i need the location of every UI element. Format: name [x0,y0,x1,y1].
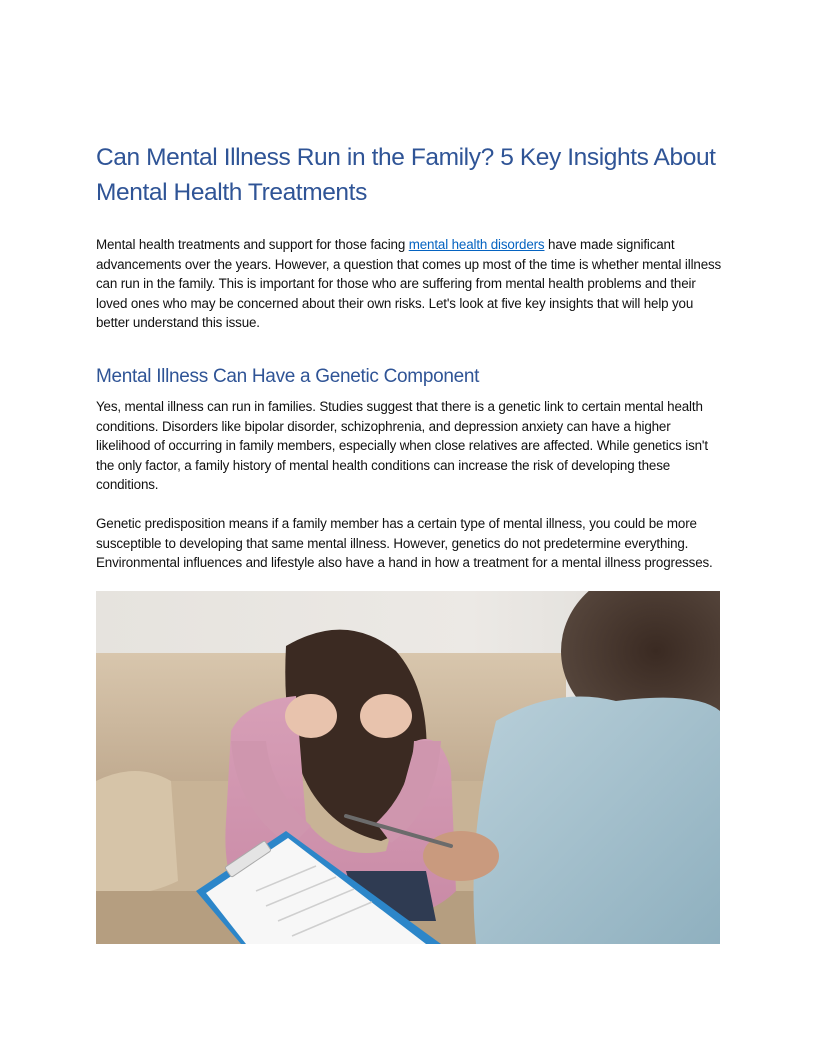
intro-text-start: Mental health treatments and support for those facing [96,237,409,252]
section-heading-genetic-component: Mental Illness Can Have a Genetic Component [96,366,480,387]
section-paragraph-2: Genetic predisposition means if a family member has a certain type of mental illness, you could be more susceptible to developing that same mental illness. However, genetics do not predetermine everything. Environmental influences and lifestyle also have a hand in how a treatment for a mental illness progresses. [96,516,713,570]
article-title: Can Mental Illness Run in the Family? 5 Key Insights About Mental Health Treatments [96,144,716,206]
therapy-session-photo [96,591,720,944]
intro-text-end: have made significant advancements over the years. However, a question that comes up most of the time is whether mental illness can run in the family. This is important for those who are suffering from mental health problems and their loved ones who may be concerned about their own risks. Let's look at five key insights that will help you better understand this issue. [96,237,722,330]
intro-paragraph [96,235,726,333]
mental-health-disorders-link[interactable]: mental health disorders [408,237,545,252]
section-paragraph-1: Yes, mental illness can run in families. Studies suggest that there is a genetic link to certain mental health conditions. Disorders like bipolar disorder, schizophrenia, and depression anxiety can have a higher likelihood of occurring in family members, especially when close relatives are affected. While genetics isn't the only factor, a family history of mental health conditions can increase the risk of developing these conditions. [96,399,708,492]
